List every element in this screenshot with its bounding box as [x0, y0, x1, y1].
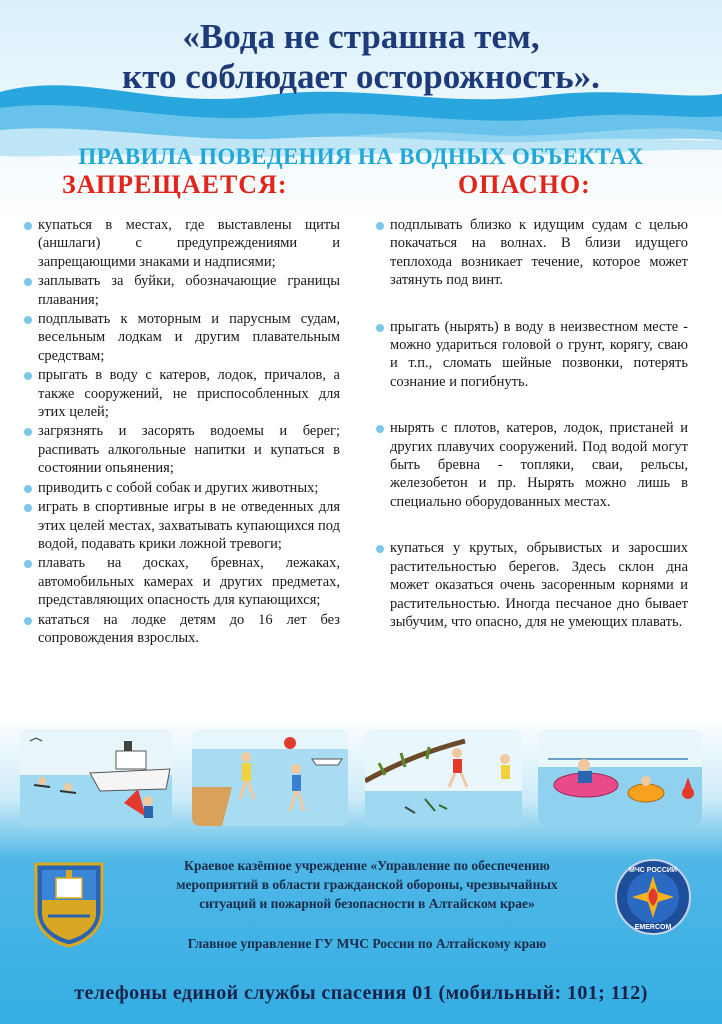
list-item-text: играть в спортивные игры в не отведенных для этих целей местах, захватывать купающихся под водой, подавать крики ложной тревоги;	[38, 499, 340, 552]
bullet-icon	[24, 428, 32, 436]
altai-krai-emblem	[28, 856, 110, 948]
org-line-1: Краевое казённое учреждение «Управление по обеспечению	[184, 858, 550, 873]
list-item-text: плавать на досках, бревнах, лежаках, автомобильных камерах и других предметах, представляющих опасность для купающихся;	[38, 555, 340, 609]
ship-swimmers-illustration	[20, 729, 172, 826]
list-item	[376, 419, 688, 511]
slogan-line-1: «Вода не страшна тем,	[182, 17, 540, 56]
list-item	[24, 554, 340, 609]
list-item-text: купаться в местах, где выставлены щиты (аншлаги) с предупреждениями и запрещающими знаками и надписями;	[38, 217, 340, 270]
bullet-icon	[24, 617, 32, 625]
list-item	[24, 216, 340, 271]
rules-title: ПРАВИЛА ПОВЕДЕНИЯ НА ВОДНЫХ ОБЪЕКТАХ	[78, 144, 644, 169]
bullet-icon	[24, 485, 32, 493]
bullet-icon	[376, 545, 384, 553]
list-item-text: загрязнять и засорять водоемы и берег; распивать алкогольные напитки и купаться в состоянии опьянения;	[38, 423, 340, 477]
forbidden-list	[24, 216, 340, 648]
list-item-text: приводить с собой собак и других животных;	[38, 479, 319, 496]
organization-text	[112, 856, 622, 913]
dangerous-list	[376, 216, 688, 659]
dangerous-heading: ОПАСНО:	[458, 170, 591, 199]
list-item-text: заплывать за буйки, обозначающие границы плавания;	[38, 273, 340, 308]
list-item	[24, 272, 340, 309]
rescue-phones: телефоны единой службы спасения 01 (мобильный: 101; 112)	[74, 982, 648, 1004]
bullet-icon	[24, 316, 32, 324]
forbidden-heading: ЗАПРЕЩАЕТСЯ:	[62, 170, 288, 199]
mchs-bottom-text: EMERCOM	[634, 924, 672, 931]
illustrations-strip	[20, 729, 702, 826]
bullet-icon	[24, 560, 32, 568]
bullet-icon	[376, 425, 384, 433]
list-item-text: прыгать (нырять) в воду в неизвестном месте - можно удариться головой о грунт, корягу, сваю и т.п., сломать шейные позвонки, потерять сознание и погибнуть.	[390, 318, 688, 390]
list-item-text: купаться у крутых, обрывистых и заросших растительностью берегов. Здесь склон дна может оказаться очень засоренным корнями и растительностью. Иногда песчаное дно бывает зыбучим, что опасно, для не умеющих плавать.	[390, 540, 688, 630]
inflatable-ring-illustration	[538, 729, 702, 826]
bullet-icon	[376, 222, 384, 230]
list-item	[24, 310, 340, 365]
bullet-icon	[24, 278, 32, 286]
list-item	[376, 216, 688, 290]
beach-ball-illustration	[192, 729, 348, 826]
bullet-icon	[24, 222, 32, 230]
tree-diving-illustration	[365, 729, 522, 826]
mchs-top-text: МЧС РОССИИ	[629, 867, 677, 874]
list-item	[24, 366, 340, 421]
org-line-2: мероприятий в области гражданской обороны, чрезвычайных	[176, 877, 558, 892]
bullet-icon	[376, 324, 384, 332]
list-item-text: нырять с плотов, катеров, лодок, пристаней и других плавучих сооружений. Под водой могут быть бревна - топляки, сваи, рельсы, железобетон и пр. Нырять можно лишь в специально оборудованных местах.	[390, 420, 688, 510]
list-item	[376, 539, 688, 631]
list-item-text: кататься на лодке детям до 16 лет без сопровождения взрослых.	[38, 611, 340, 646]
list-item	[24, 611, 340, 648]
org-line-3: ситуаций и пожарной безопасности в Алтайском крае»	[199, 896, 535, 911]
list-item	[24, 498, 340, 553]
department-text: Главное управление ГУ МЧС России по Алтайскому краю	[187, 936, 547, 951]
list-item	[24, 422, 340, 477]
bullet-icon	[24, 504, 32, 512]
list-item-text: подплывать близко к идущим судам с целью покачаться на волнах. В близи идущего теплохода возникает течение, которое может затянуть под винт.	[390, 217, 688, 289]
list-item	[24, 479, 340, 497]
mchs-russia-logo	[614, 858, 692, 936]
list-item-text: прыгать в воду с катеров, лодок, причалов, а также сооружений, не приспособленных для этих целей;	[38, 367, 340, 421]
list-item	[376, 318, 688, 392]
bullet-icon	[24, 372, 32, 380]
slogan-line-2: кто соблюдает осторожность».	[122, 57, 600, 96]
list-item-text: подплывать к моторным и парусным судам, весельным лодкам и другим плавательным средствам;	[38, 311, 340, 364]
